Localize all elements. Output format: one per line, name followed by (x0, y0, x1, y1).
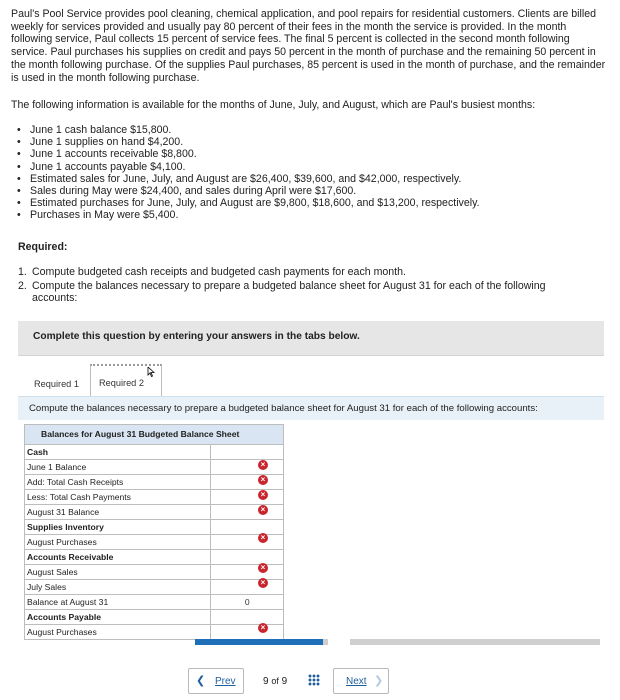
amount-input[interactable] (211, 475, 283, 489)
row-label: July Sales (25, 580, 211, 595)
row-value (211, 550, 284, 565)
balance-value: 0 (211, 595, 284, 610)
chevron-right-icon: ❯ (374, 675, 384, 687)
value-input[interactable] (211, 475, 284, 490)
incorrect-icon: × (258, 563, 268, 573)
list-item: • June 1 accounts receivable $8,800. (16, 148, 576, 160)
incorrect-icon: × (258, 578, 268, 588)
row-value (211, 610, 284, 625)
row-label: Accounts Receivable (25, 550, 211, 565)
available-info-text: The following information is available for the months of June, July, and August, which are Paul's busiest months: (11, 99, 536, 111)
value-input[interactable] (211, 460, 284, 475)
next-label: Next (346, 676, 367, 687)
mouse-cursor-icon (147, 367, 155, 377)
requirement-text: Compute the balances necessary to prepare a budgeted balance sheet for August 31 for each of the following accounts: (32, 279, 546, 305)
instruction-text: Compute the balances necessary to prepare a budgeted balance sheet for August 31 for each of the following accounts: (29, 403, 538, 414)
table-title: Balances for August 31 Budgeted Balance Sheet (25, 425, 284, 445)
row-value (211, 520, 284, 535)
row-label: August 31 Balance (25, 505, 211, 520)
value-input[interactable] (211, 505, 284, 520)
prev-label: Prev (215, 676, 236, 687)
row-label: August Sales (25, 565, 211, 580)
requirement-text: Compute budgeted cash receipts and budgeted cash payments for each month. (32, 266, 406, 278)
complete-banner-text: Complete this question by entering your answers in the tabs below. (33, 331, 360, 342)
incorrect-icon: × (258, 505, 268, 515)
amount-input[interactable] (211, 565, 283, 579)
list-item: • Estimated sales for June, July, and August are $26,400, $39,600, and $42,000, respectively. (16, 173, 576, 185)
grid-icon[interactable] (308, 674, 320, 686)
instruction-bar (18, 396, 604, 420)
incorrect-icon: × (258, 623, 268, 633)
row-label: Accounts Payable (25, 610, 211, 625)
progress-bar-segment (323, 639, 328, 645)
row-label: August Purchases (25, 625, 211, 640)
value-input[interactable] (211, 580, 284, 595)
value-input[interactable] (211, 490, 284, 505)
requirement-number: 1. (18, 266, 27, 278)
row-label: Cash (25, 445, 211, 460)
amount-input[interactable] (211, 625, 283, 639)
balance-sheet-table (24, 424, 284, 640)
row-label: June 1 Balance (25, 460, 211, 475)
list-item: • June 1 cash balance $15,800. (16, 124, 576, 136)
page-current: 9 (263, 676, 269, 687)
amount-input[interactable] (211, 580, 283, 594)
value-input[interactable] (211, 565, 284, 580)
row-label: Add: Total Cash Receipts (25, 475, 211, 490)
value-input[interactable] (211, 535, 284, 550)
problem-intro: Paul's Pool Service provides pool cleaning, chemical application, and pool repairs for residential customers. Clients are billed weekly for services provided and usually pay 80 percent of their fees in the month the service is provided. In the month following service, Paul collects 15 percent of service fees. The final 5 percent is collected in the second month following service. Paul purchases his supplies on credit and pays 50 percent in the month of purchase and the remaining 50 percent in the month following purchase. Of the supplies Paul purchases, 85 percent is used in the month of purchase, and the remainder is used in the month following purchase. (11, 8, 606, 84)
incorrect-icon: × (258, 533, 268, 543)
row-label: Balance at August 31 (25, 595, 211, 610)
row-value (211, 445, 284, 460)
incorrect-icon: × (258, 460, 268, 470)
progress-bar-segment (350, 639, 600, 645)
amount-input[interactable] (211, 490, 283, 504)
amount-input[interactable] (211, 460, 283, 474)
row-label: August Purchases (25, 535, 211, 550)
incorrect-icon: × (258, 490, 268, 500)
list-item: • June 1 accounts payable $4,100. (16, 161, 576, 173)
requirement-2 (18, 280, 588, 305)
list-item: • June 1 supplies on hand $4,200. (16, 136, 576, 148)
requirements-list (18, 266, 588, 306)
amount-input[interactable] (211, 505, 283, 519)
page-of: of (271, 676, 279, 686)
list-item: • Estimated purchases for June, July, and August are $9,800, $18,600, and $13,200, respectively. (16, 197, 576, 209)
complete-banner (18, 321, 604, 356)
page-total: 9 (281, 676, 288, 687)
page-indicator (263, 676, 287, 688)
value-input[interactable] (211, 625, 284, 640)
amount-input[interactable] (211, 535, 283, 549)
row-label: Less: Total Cash Payments (25, 490, 211, 505)
list-item: • Sales during May were $24,400, and sales during April were $17,600. (16, 185, 576, 197)
requirement-1 (18, 266, 588, 279)
next-button[interactable] (333, 668, 389, 694)
required-heading: Required: (18, 241, 68, 253)
tab-required-2[interactable]: Required 2 (90, 364, 162, 396)
chevron-left-icon: ❮ (196, 675, 206, 687)
list-item: • Purchases in May were $5,400. (16, 209, 576, 221)
tab-required-1[interactable]: Required 1 (34, 379, 79, 389)
requirement-number: 2. (18, 279, 27, 292)
incorrect-icon: × (258, 475, 268, 485)
facts-list (16, 124, 576, 222)
row-label: Supplies Inventory (25, 520, 211, 535)
progress-bar-segment (195, 639, 323, 645)
prev-button[interactable] (188, 668, 244, 694)
